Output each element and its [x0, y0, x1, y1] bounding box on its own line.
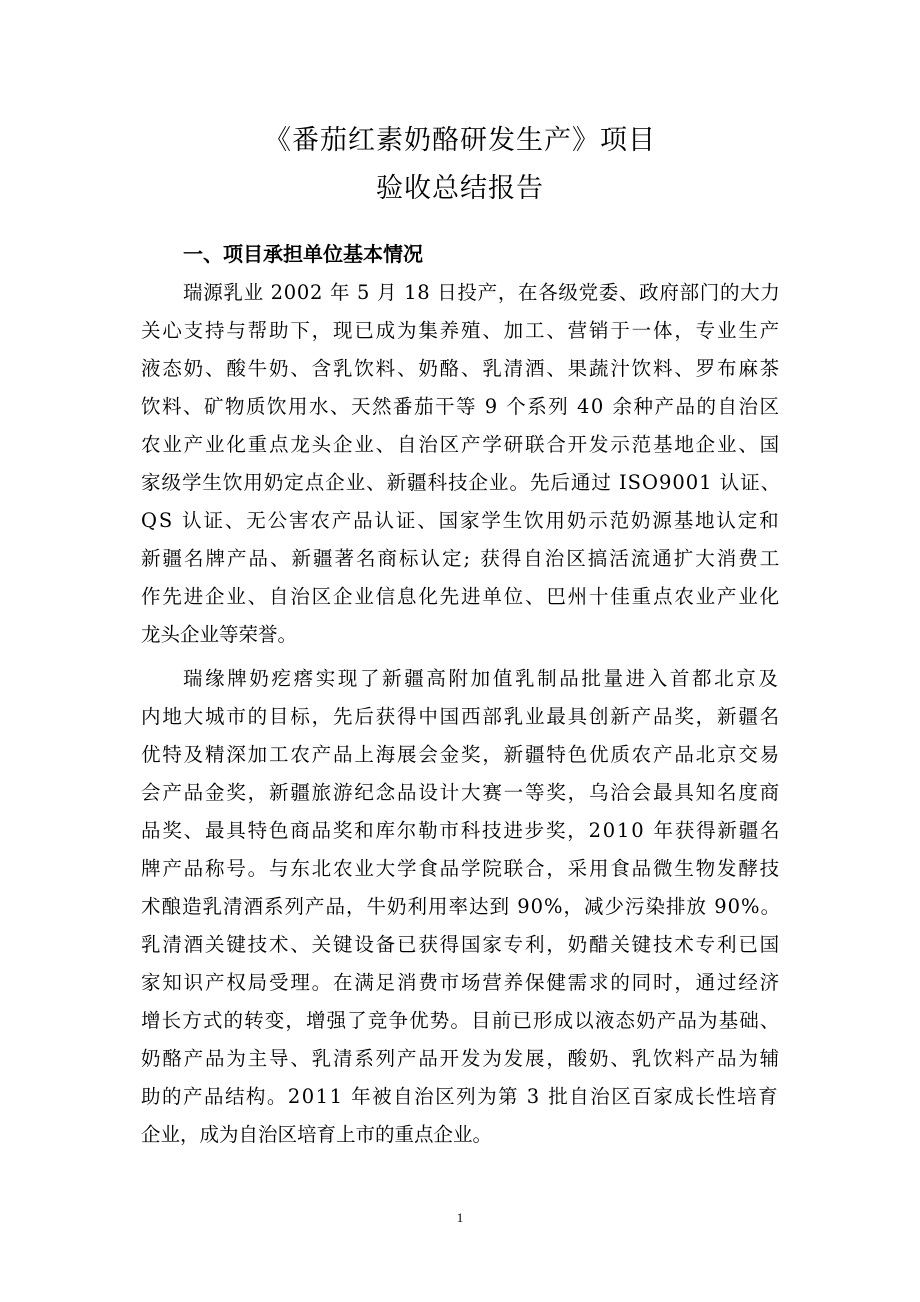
- paragraph-line: 牌产品称号。与东北农业大学食品学院联合，采用食品微生物发酵技: [141, 857, 782, 880]
- document-subtitle: 验收总结报告: [376, 173, 544, 204]
- paragraph-line: 品奖、最具特色商品奖和库尔勒市科技进步奖，2010 年获得新疆名: [141, 819, 782, 842]
- paragraph-line: QS 认证、无公害农产品认证、国家学生饮用奶示范奶源基地认定和: [141, 509, 781, 532]
- page-number: 1: [456, 1210, 464, 1225]
- paragraph-line: 饮料、矿物质饮用水、天然番茄干等 9 个系列 40 余种产品的自治区: [141, 395, 781, 418]
- paragraph-line: 内地大城市的目标，先后获得中国西部乳业最具创新产品奖，新疆名: [141, 705, 782, 728]
- paragraph-line: 家知识产权局受理。在满足消费市场营养保健需求的同时，通过经济: [141, 971, 782, 994]
- paragraph-line: 助的产品结构。2011 年被自治区列为第 3 批自治区百家成长性培育: [141, 1085, 780, 1108]
- paragraph-line: 瑞源乳业 2002 年 5 月 18 日投产，在各级党委、政府部门的大力: [183, 281, 781, 304]
- paragraph-line: 增长方式的转变，增强了竞争优势。目前已形成以液态奶产品为基础、: [141, 1009, 781, 1032]
- paragraph-line: 优特及精深加工农产品上海展会金奖，新疆特色优质农产品北京交易: [141, 743, 782, 766]
- paragraph-line: 会产品金奖，新疆旅游纪念品设计大赛一等奖，乌洽会最具知名度商: [141, 781, 782, 804]
- paragraph-line: 企业，成为自治区培育上市的重点企业。: [141, 1123, 493, 1146]
- section-heading: 一、项目承担单位基本情况: [183, 242, 423, 266]
- paragraph-line: 家级学生饮用奶定点企业、新疆科技企业。先后通过 ISO9001 认证、: [141, 471, 782, 494]
- paragraph-line: 关心支持与帮助下，现已成为集养殖、加工、营销于一体，专业生产: [141, 319, 782, 342]
- document-title: 《番茄红素奶酪研发生产》项目: [264, 125, 656, 156]
- paragraph-line: 作先进企业、自治区企业信息化先进单位、巴州十佳重点农业产业化: [141, 585, 782, 608]
- paragraph-line: 术酿造乳清酒系列产品，牛奶利用率达到 90%，减少污染排放 90%。: [141, 895, 782, 918]
- paragraph-line: 奶酪产品为主导、乳清系列产品开发为发展，酸奶、乳饮料产品为辅: [141, 1047, 782, 1070]
- paragraph-line: 液态奶、酸牛奶、含乳饮料、奶酪、乳清酒、果蔬汁饮料、罗布麻茶: [141, 357, 782, 380]
- paragraph-line: 农业产业化重点龙头企业、自治区产学研联合开发示范基地企业、国: [141, 433, 782, 456]
- paragraph-line: 乳清酒关键技术、关键设备已获得国家专利，奶醋关键技术专利已国: [141, 933, 782, 956]
- paragraph-line: 瑞缘牌奶疙瘩实现了新疆高附加值乳制品批量进入首都北京及: [183, 667, 781, 690]
- paragraph-line: 龙头企业等荣誉。: [141, 623, 298, 646]
- paragraph-line: 新疆名牌产品、新疆著名商标认定; 获得自治区搞活流通扩大消费工: [141, 547, 782, 570]
